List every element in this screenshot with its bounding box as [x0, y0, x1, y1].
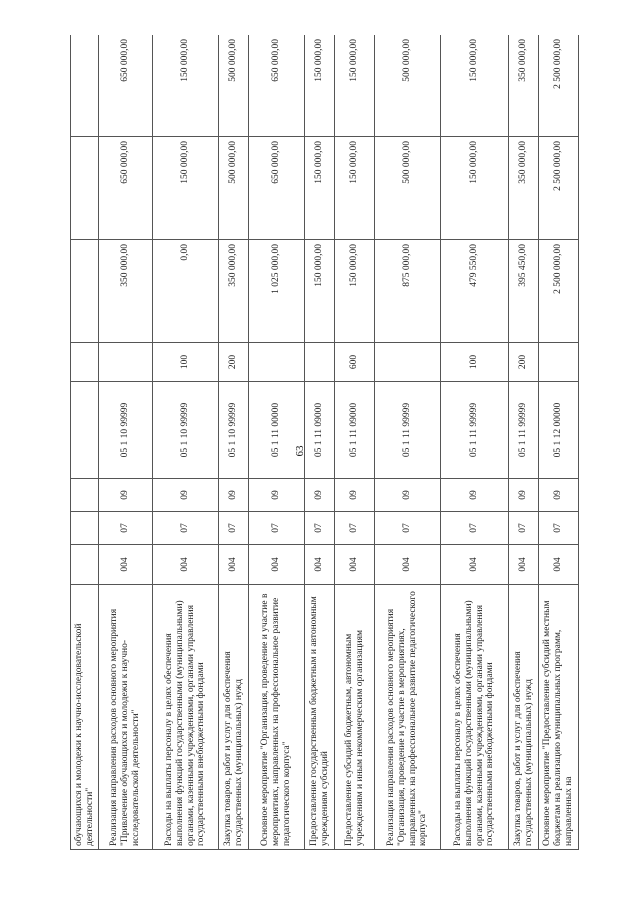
table-row	[441, 35, 509, 850]
row-ved: 004	[219, 545, 249, 585]
table-row	[335, 35, 375, 850]
row-name: Расходы на выплаты персоналу в целях обеспечения выполнения функций государственными (муниципальными) органами, казенными учреждениями, органами управления государственными внебюджетными фондами	[441, 585, 509, 850]
row-value-1: 350 000,00	[219, 240, 249, 343]
row-value-2: 150 000,00	[441, 137, 509, 240]
table-row	[219, 35, 249, 850]
row-vr: 100	[153, 343, 219, 382]
row-rz: 07	[99, 512, 153, 545]
row-vr	[71, 343, 99, 382]
row-csr: 05 1 11 99999	[441, 382, 509, 479]
row-ved: 004	[305, 545, 335, 585]
table-row	[99, 35, 153, 850]
row-value-1: 395 450,00	[509, 240, 539, 343]
row-name: Предоставление государственным бюджетным и автономным учреждениям субсидий	[305, 585, 335, 850]
row-pr: 09	[305, 479, 335, 512]
row-ved: 004	[99, 545, 153, 585]
row-vr: 100	[441, 343, 509, 382]
row-value-1: 1 025 000,00	[249, 240, 305, 343]
row-value-2: 500 000,00	[219, 137, 249, 240]
row-name: Закупка товаров, работ и услуг для обеспечения государственных (муниципальных) нужд	[219, 585, 249, 850]
row-csr: 05 1 10 99999	[219, 382, 249, 479]
row-vr	[539, 343, 579, 382]
row-value-3: 150 000,00	[305, 35, 335, 137]
row-csr	[71, 382, 99, 479]
row-ved: 004	[153, 545, 219, 585]
row-name: Реализация направления расходов основного мероприятия "Привлечение обучающихся и молодежи к научно-исследовательской деятельности"	[99, 585, 153, 850]
row-value-3: 150 000,00	[153, 35, 219, 137]
row-name: Предоставление субсидий бюджетным, автономным учреждениям и иным некоммерческим организациям	[335, 585, 375, 850]
table-row	[509, 35, 539, 850]
row-csr: 05 1 11 09000	[335, 382, 375, 479]
row-pr: 09	[509, 479, 539, 512]
row-value-2	[71, 137, 99, 240]
row-value-3: 500 000,00	[375, 35, 441, 137]
row-pr: 09	[99, 479, 153, 512]
row-pr: 09	[375, 479, 441, 512]
row-value-2: 350 000,00	[509, 137, 539, 240]
row-rz: 07	[539, 512, 579, 545]
row-value-2: 500 000,00	[375, 137, 441, 240]
row-name: Закупка товаров, работ и услуг для обеспечения государственных (муниципальных) нужд	[509, 585, 539, 850]
row-value-2: 150 000,00	[305, 137, 335, 240]
row-ved: 004	[509, 545, 539, 585]
row-value-2: 650 000,00	[249, 137, 305, 240]
row-vr: 200	[219, 343, 249, 382]
row-rz: 07	[219, 512, 249, 545]
row-name: Основное мероприятие "Организация, проведение и участие в мероприятиях, направленных на профессиональное развитие педагогического корпуса"	[249, 585, 305, 850]
row-name: Реализация направления расходов основного мероприятия "Организация, проведение и участие в мероприятиях, направленных на профессиональное развитие педагогического корпуса"	[375, 585, 441, 850]
row-value-2: 150 000,00	[335, 137, 375, 240]
row-pr: 09	[249, 479, 305, 512]
row-value-2: 150 000,00	[153, 137, 219, 240]
row-rz: 07	[335, 512, 375, 545]
row-rz: 07	[375, 512, 441, 545]
row-value-1: 150 000,00	[335, 240, 375, 343]
row-csr: 05 1 12 00000	[539, 382, 579, 479]
row-vr: 600	[335, 343, 375, 382]
row-value-3: 650 000,00	[249, 35, 305, 137]
row-ved: 004	[441, 545, 509, 585]
row-ved	[71, 545, 99, 585]
row-value-3: 500 000,00	[219, 35, 249, 137]
row-name: Основное мероприятие "Предоставление субсидий местным бюджетам на реализацию муниципальных программ, направленных на	[539, 585, 579, 850]
row-pr: 09	[335, 479, 375, 512]
row-value-3: 150 000,00	[441, 35, 509, 137]
row-value-2: 650 000,00	[99, 137, 153, 240]
row-ved: 004	[375, 545, 441, 585]
row-ved: 004	[539, 545, 579, 585]
row-vr	[375, 343, 441, 382]
row-value-3: 2 500 000,00	[539, 35, 579, 137]
row-pr: 09	[219, 479, 249, 512]
row-csr: 05 1 11 00000	[249, 382, 305, 479]
row-name: Расходы на выплаты персоналу в целях обеспечения выполнения функций государственными (муниципальными) органами, казенными учреждениями, органами управления государственными внебюджетными фондами	[153, 585, 219, 850]
row-vr	[305, 343, 335, 382]
row-vr	[99, 343, 153, 382]
row-value-3: 650 000,00	[99, 35, 153, 137]
row-value-2: 2 500 000,00	[539, 137, 579, 240]
rotated-page-area	[70, 35, 580, 850]
budget-table	[70, 35, 579, 850]
row-value-1: 479 550,00	[441, 240, 509, 343]
row-value-1: 0,00	[153, 240, 219, 343]
row-pr: 09	[153, 479, 219, 512]
row-csr: 05 1 11 09000	[305, 382, 335, 479]
row-pr: 09	[539, 479, 579, 512]
table-row	[539, 35, 579, 850]
row-rz: 07	[153, 512, 219, 545]
table-row	[305, 35, 335, 850]
row-value-3	[71, 35, 99, 137]
row-value-1: 2 500 000,00	[539, 240, 579, 343]
row-csr: 05 1 10 99999	[153, 382, 219, 479]
row-name: обучающихся и молодежи к научно-исследовательской деятельности"	[71, 585, 99, 850]
budget-table-container	[70, 35, 580, 850]
row-value-1: 350 000,00	[99, 240, 153, 343]
row-csr: 05 1 10 99999	[99, 382, 153, 479]
row-value-3: 350 000,00	[509, 35, 539, 137]
row-rz: 07	[441, 512, 509, 545]
row-ved: 004	[335, 545, 375, 585]
row-rz: 07	[305, 512, 335, 545]
row-vr	[249, 343, 305, 382]
table-row	[71, 35, 99, 850]
row-vr: 200	[509, 343, 539, 382]
row-ved: 004	[249, 545, 305, 585]
table-row	[153, 35, 219, 850]
row-rz	[71, 512, 99, 545]
row-csr: 05 1 11 99999	[509, 382, 539, 479]
table-row	[249, 35, 305, 850]
row-rz: 07	[249, 512, 305, 545]
row-value-1: 875 000,00	[375, 240, 441, 343]
row-rz: 07	[509, 512, 539, 545]
row-value-3: 150 000,00	[335, 35, 375, 137]
row-csr: 05 1 11 99999	[375, 382, 441, 479]
page-number: 63	[294, 445, 306, 457]
row-value-1: 150 000,00	[305, 240, 335, 343]
row-pr: 09	[441, 479, 509, 512]
row-value-1	[71, 240, 99, 343]
table-row	[375, 35, 441, 850]
row-pr	[71, 479, 99, 512]
